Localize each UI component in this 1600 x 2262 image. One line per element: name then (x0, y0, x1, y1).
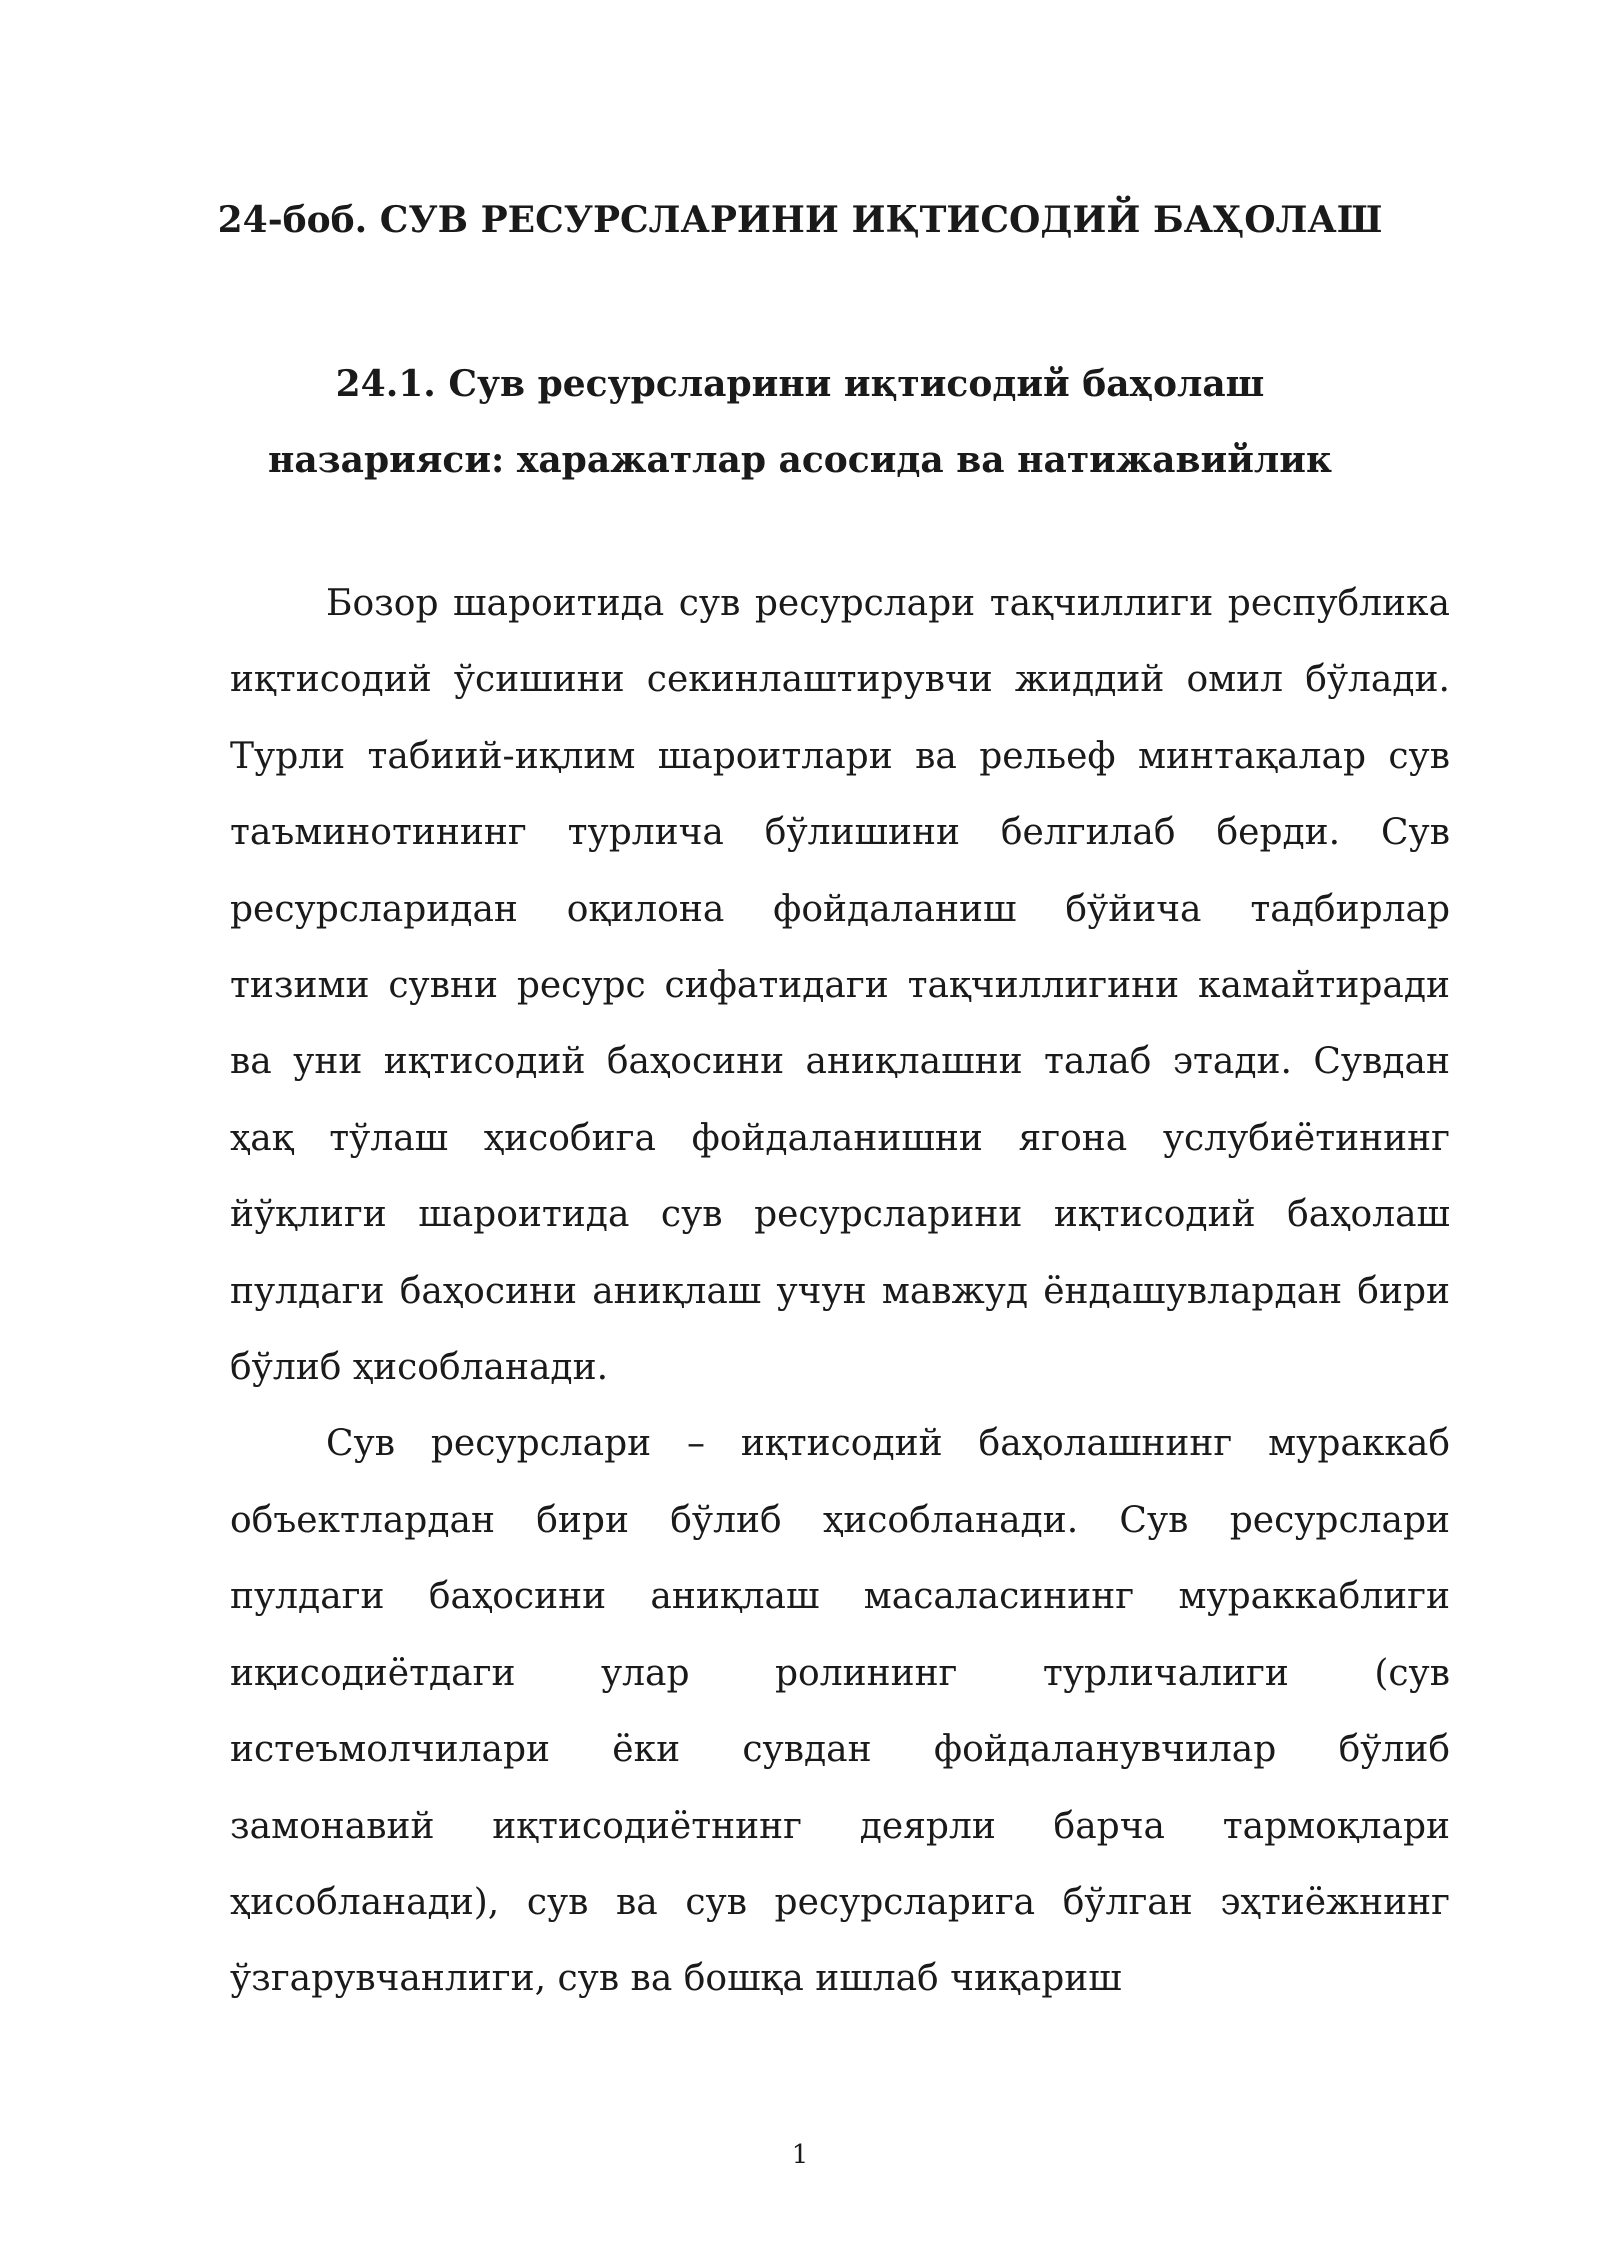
body-text (230, 566, 1450, 2018)
chapter-title: 24-боб. СУВ РЕСУРСЛАРИНИ ИҚТИСОДИЙ БАҲОЛАШ (217, 199, 1383, 241)
page-number: 1 (791, 2140, 809, 2170)
paragraph: Сув ресурслари – иқтисодий баҳолашнинг мураккаб объектлардан бири бўлиб ҳисобланади. Сув ресурслари пулдаги баҳосини аниқлаш масаласининг мураккаблиги иқисодиётдаги улар ролининг турличалиги (сув истеъмолчилари ёки сувдан фойдаланувчилар бўлиб замонавий иқтисодиётнинг деярли барча тармоқлари ҳисобланади), сув ва сув ресурсларига бўлган эҳтиёжнинг ўзгарувчанлиги, сув ва бошқа ишлаб чиқариш (230, 1423, 1450, 2000)
paragraph: Бозор шароитида сув ресурслари тақчиллиги республика иқтисодий ўсишини секинлаштирувчи жиддий омил бўлади. Турли табиий-иқлим шароитлари ва рельеф минтақалар сув таъминотининг турлича бўлишини белгилаб берди. Сув ресурсларидан оқилона фойдаланиш бўйича тадбирлар тизими сувни ресурс сифатидаги тақчиллигини камайтиради ва уни иқтисодий баҳосини аниқлашни талаб этади. Сувдан ҳақ тўлаш ҳисобига фойдаланишни ягона услубиётининг йўқлиги шароитида сув ресурсларини иқтисодий баҳолаш пулдаги баҳосини аниқлаш учун мавжуд ёндашувлардан бири бўлиб ҳисобланади. (230, 583, 1450, 1389)
section-title: 24.1. Сув ресурсларини иқтисодий баҳолаш назарияси: харажатлар асосида ва натижавийлик (267, 363, 1333, 481)
